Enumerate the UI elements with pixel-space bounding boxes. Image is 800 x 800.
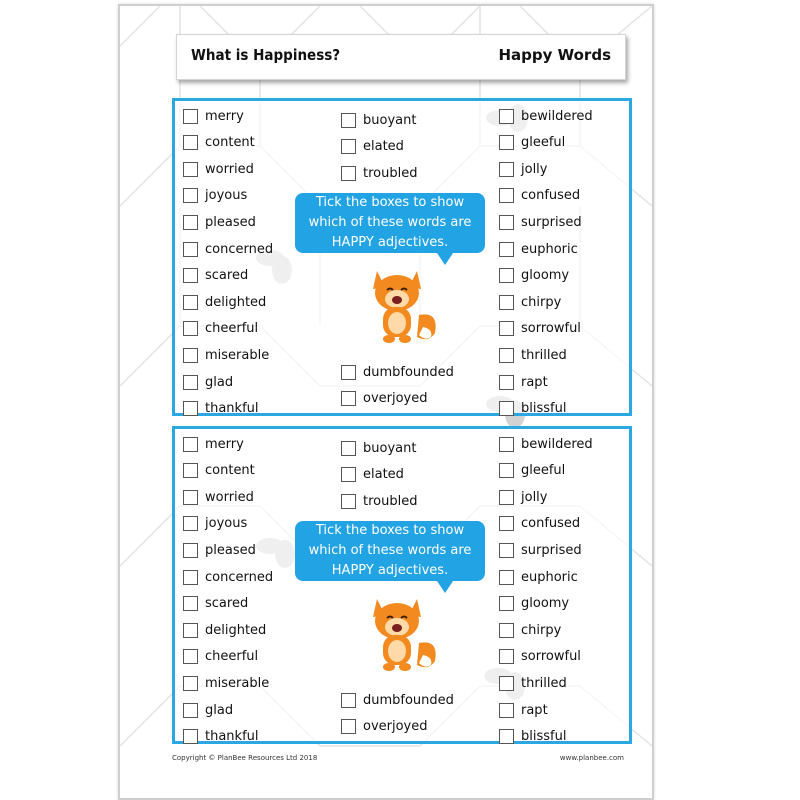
tick-box[interactable]: [183, 109, 198, 124]
word-label: gleeful: [521, 135, 566, 151]
tick-box[interactable]: [499, 437, 514, 452]
word-checkbox-item[interactable]: [499, 160, 547, 178]
word-label: surprised: [521, 542, 582, 558]
word-checkbox-item[interactable]: [183, 488, 254, 506]
word-checkbox-item[interactable]: [499, 373, 548, 391]
word-label: jolly: [521, 489, 548, 505]
word-label: scared: [205, 268, 249, 284]
worksheet-header: [176, 34, 626, 80]
copyright-text: Copyright © PlanBee Resources Ltd 2018: [172, 754, 318, 762]
word-label: thrilled: [521, 347, 567, 363]
word-label: content: [205, 463, 255, 479]
word-label: worried: [205, 161, 254, 177]
word-label: surprised: [521, 214, 582, 230]
word-checkbox-item[interactable]: [499, 134, 565, 152]
tick-box[interactable]: [499, 623, 514, 638]
word-label: miserable: [205, 675, 270, 691]
word-checkbox-item[interactable]: [183, 107, 244, 125]
tick-box[interactable]: [341, 391, 356, 406]
tick-box[interactable]: [183, 437, 198, 452]
tick-box[interactable]: [499, 135, 514, 150]
word-label: gleeful: [521, 463, 566, 479]
word-checkbox-item[interactable]: [183, 568, 273, 586]
word-label: content: [205, 135, 255, 151]
word-checkbox-item[interactable]: [341, 466, 404, 484]
word-label: buoyant: [363, 112, 417, 128]
word-label: scared: [205, 596, 249, 612]
word-checkbox-item[interactable]: [341, 138, 404, 156]
tick-box[interactable]: [499, 729, 514, 744]
word-label: joyous: [205, 516, 248, 532]
word-checkbox-item[interactable]: [341, 111, 416, 129]
word-checkbox-item[interactable]: [499, 187, 580, 205]
word-checkbox-item[interactable]: [499, 701, 548, 719]
word-label: gloomy: [521, 596, 570, 612]
tick-box[interactable]: [183, 401, 198, 416]
word-label: confused: [521, 188, 581, 204]
tick-box[interactable]: [183, 348, 198, 363]
word-checkbox-item[interactable]: [499, 320, 581, 338]
word-label: overjoyed: [363, 719, 428, 735]
word-checkbox-item[interactable]: [499, 240, 578, 258]
tick-box[interactable]: [499, 649, 514, 664]
tick-box[interactable]: [183, 729, 198, 744]
tick-box[interactable]: [183, 215, 198, 230]
instruction-speech-bubble: [295, 521, 485, 581]
tick-box[interactable]: [183, 242, 198, 257]
tick-box[interactable]: [183, 135, 198, 150]
word-label: euphoric: [521, 569, 578, 585]
tick-box[interactable]: [499, 703, 514, 718]
word-label: sorrowful: [521, 321, 581, 337]
word-checkbox-item[interactable]: [183, 293, 266, 311]
worksheet-card: [172, 426, 632, 744]
tick-box[interactable]: [499, 109, 514, 124]
word-checkbox-item[interactable]: [341, 718, 428, 736]
word-checkbox-item[interactable]: [499, 595, 569, 613]
word-checkbox-item[interactable]: [341, 691, 454, 709]
tick-box[interactable]: [341, 441, 356, 456]
word-checkbox-item[interactable]: [183, 674, 269, 692]
tick-box[interactable]: [183, 543, 198, 558]
tick-box[interactable]: [183, 570, 198, 585]
word-checkbox-item[interactable]: [499, 267, 569, 285]
tick-box[interactable]: [183, 463, 198, 478]
word-label: delighted: [205, 294, 267, 310]
word-label: merry: [205, 436, 244, 452]
word-label: elated: [363, 139, 404, 155]
tick-box[interactable]: [183, 268, 198, 283]
tick-box[interactable]: [341, 139, 356, 154]
word-label: confused: [521, 516, 581, 532]
tick-box[interactable]: [183, 623, 198, 638]
tick-box[interactable]: [183, 162, 198, 177]
tick-box[interactable]: [499, 676, 514, 691]
page-subtitle: Happy Words: [498, 46, 611, 64]
word-checkbox-item[interactable]: [499, 213, 582, 231]
tick-box[interactable]: [499, 490, 514, 505]
tick-box[interactable]: [183, 516, 198, 531]
word-checkbox-item[interactable]: [183, 462, 255, 480]
tick-box[interactable]: [341, 365, 356, 380]
tick-box[interactable]: [183, 490, 198, 505]
tick-box[interactable]: [341, 113, 356, 128]
tick-box[interactable]: [183, 321, 198, 336]
word-label: bewildered: [521, 436, 593, 452]
word-label: jolly: [521, 161, 548, 177]
word-label: rapt: [521, 374, 548, 390]
word-label: troubled: [363, 493, 418, 509]
worksheet-page: [118, 4, 654, 800]
word-label: dumbfounded: [363, 692, 454, 708]
word-label: concerned: [205, 569, 274, 585]
tick-box[interactable]: [499, 516, 514, 531]
word-checkbox-item[interactable]: [183, 400, 259, 418]
word-checkbox-item[interactable]: [183, 373, 233, 391]
word-label: elated: [363, 467, 404, 483]
tick-box[interactable]: [499, 215, 514, 230]
word-label: overjoyed: [363, 391, 428, 407]
word-label: worried: [205, 489, 254, 505]
word-checkbox-item[interactable]: [499, 400, 566, 418]
word-checkbox-item[interactable]: [499, 621, 561, 639]
word-checkbox-item[interactable]: [341, 390, 428, 408]
tick-box[interactable]: [183, 295, 198, 310]
word-checkbox-item[interactable]: [499, 541, 582, 559]
word-checkbox-item[interactable]: [499, 435, 593, 453]
word-checkbox-item[interactable]: [341, 164, 417, 182]
word-label: blissful: [521, 729, 567, 745]
tick-box[interactable]: [499, 295, 514, 310]
word-checkbox-item[interactable]: [183, 267, 248, 285]
word-checkbox-item[interactable]: [183, 648, 258, 666]
word-label: rapt: [521, 702, 548, 718]
word-label: cheerful: [205, 321, 259, 337]
word-label: sorrowful: [521, 649, 581, 665]
tick-box[interactable]: [499, 321, 514, 336]
word-checkbox-item[interactable]: [183, 515, 247, 533]
fox-mascot-icon: [359, 591, 443, 675]
word-checkbox-item[interactable]: [183, 346, 269, 364]
word-label: cheerful: [205, 649, 259, 665]
word-label: joyous: [205, 188, 248, 204]
instruction-speech-bubble: [295, 193, 485, 253]
word-label: miserable: [205, 347, 270, 363]
instruction-line: HAPPY adjectives.: [331, 235, 449, 250]
tick-box[interactable]: [341, 719, 356, 734]
tick-box[interactable]: [499, 375, 514, 390]
word-checkbox-item[interactable]: [183, 541, 256, 559]
word-label: delighted: [205, 622, 267, 638]
tick-box[interactable]: [499, 596, 514, 611]
tick-box[interactable]: [183, 703, 198, 718]
word-checkbox-item[interactable]: [183, 213, 256, 231]
tick-box[interactable]: [499, 570, 514, 585]
word-label: pleased: [205, 542, 256, 558]
tick-box[interactable]: [499, 463, 514, 478]
word-checkbox-item[interactable]: [183, 187, 247, 205]
word-checkbox-item[interactable]: [183, 621, 266, 639]
word-checkbox-item[interactable]: [183, 435, 244, 453]
word-label: thrilled: [521, 675, 567, 691]
tick-box[interactable]: [499, 162, 514, 177]
instruction-line: which of these words are: [308, 215, 472, 230]
word-checkbox-item[interactable]: [499, 107, 593, 125]
tick-box[interactable]: [183, 649, 198, 664]
word-checkbox-item[interactable]: [499, 674, 567, 692]
word-label: troubled: [363, 165, 418, 181]
tick-box[interactable]: [499, 543, 514, 558]
word-label: thankful: [205, 401, 259, 417]
word-checkbox-item[interactable]: [499, 293, 561, 311]
word-label: chirpy: [521, 622, 562, 638]
tick-box[interactable]: [499, 188, 514, 203]
word-checkbox-item[interactable]: [499, 488, 547, 506]
tick-box[interactable]: [341, 467, 356, 482]
instruction-line: HAPPY adjectives.: [331, 563, 449, 578]
word-label: merry: [205, 108, 244, 124]
word-checkbox-item[interactable]: [341, 439, 416, 457]
tick-box[interactable]: [183, 596, 198, 611]
tick-box[interactable]: [499, 268, 514, 283]
tick-box[interactable]: [499, 242, 514, 257]
word-label: pleased: [205, 214, 256, 230]
word-checkbox-item[interactable]: [183, 240, 273, 258]
word-label: blissful: [521, 401, 567, 417]
word-checkbox-item[interactable]: [183, 134, 255, 152]
instruction-line: Tick the boxes to show: [315, 195, 465, 210]
word-checkbox-item[interactable]: [183, 728, 259, 746]
word-label: euphoric: [521, 241, 578, 257]
word-label: bewildered: [521, 108, 593, 124]
word-checkbox-item[interactable]: [499, 568, 578, 586]
word-label: thankful: [205, 729, 259, 745]
word-checkbox-item[interactable]: [341, 363, 454, 381]
word-label: glad: [205, 374, 234, 390]
tick-box[interactable]: [341, 693, 356, 708]
page-title: What is Happiness?: [191, 46, 341, 64]
worksheet-card: [172, 98, 632, 416]
word-checkbox-item[interactable]: [183, 701, 233, 719]
tick-box[interactable]: [341, 494, 356, 509]
tick-box[interactable]: [341, 166, 356, 181]
word-label: chirpy: [521, 294, 562, 310]
word-checkbox-item[interactable]: [499, 462, 565, 480]
website-url: www.planbee.com: [559, 754, 624, 762]
word-checkbox-item[interactable]: [183, 160, 254, 178]
word-checkbox-item[interactable]: [499, 515, 580, 533]
word-label: gloomy: [521, 268, 570, 284]
tick-box[interactable]: [499, 348, 514, 363]
word-checkbox-item[interactable]: [183, 595, 248, 613]
word-label: glad: [205, 702, 234, 718]
instruction-line: Tick the boxes to show: [315, 523, 465, 538]
word-label: buoyant: [363, 440, 417, 456]
word-label: dumbfounded: [363, 364, 454, 380]
word-checkbox-item[interactable]: [499, 728, 566, 746]
tick-box[interactable]: [183, 375, 198, 390]
word-checkbox-item[interactable]: [183, 320, 258, 338]
fox-mascot-icon: [359, 263, 443, 347]
tick-box[interactable]: [183, 188, 198, 203]
instruction-line: which of these words are: [308, 543, 472, 558]
word-checkbox-item[interactable]: [499, 648, 581, 666]
tick-box[interactable]: [183, 676, 198, 691]
word-label: concerned: [205, 241, 274, 257]
word-checkbox-item[interactable]: [341, 492, 417, 510]
word-checkbox-item[interactable]: [499, 346, 567, 364]
tick-box[interactable]: [499, 401, 514, 416]
